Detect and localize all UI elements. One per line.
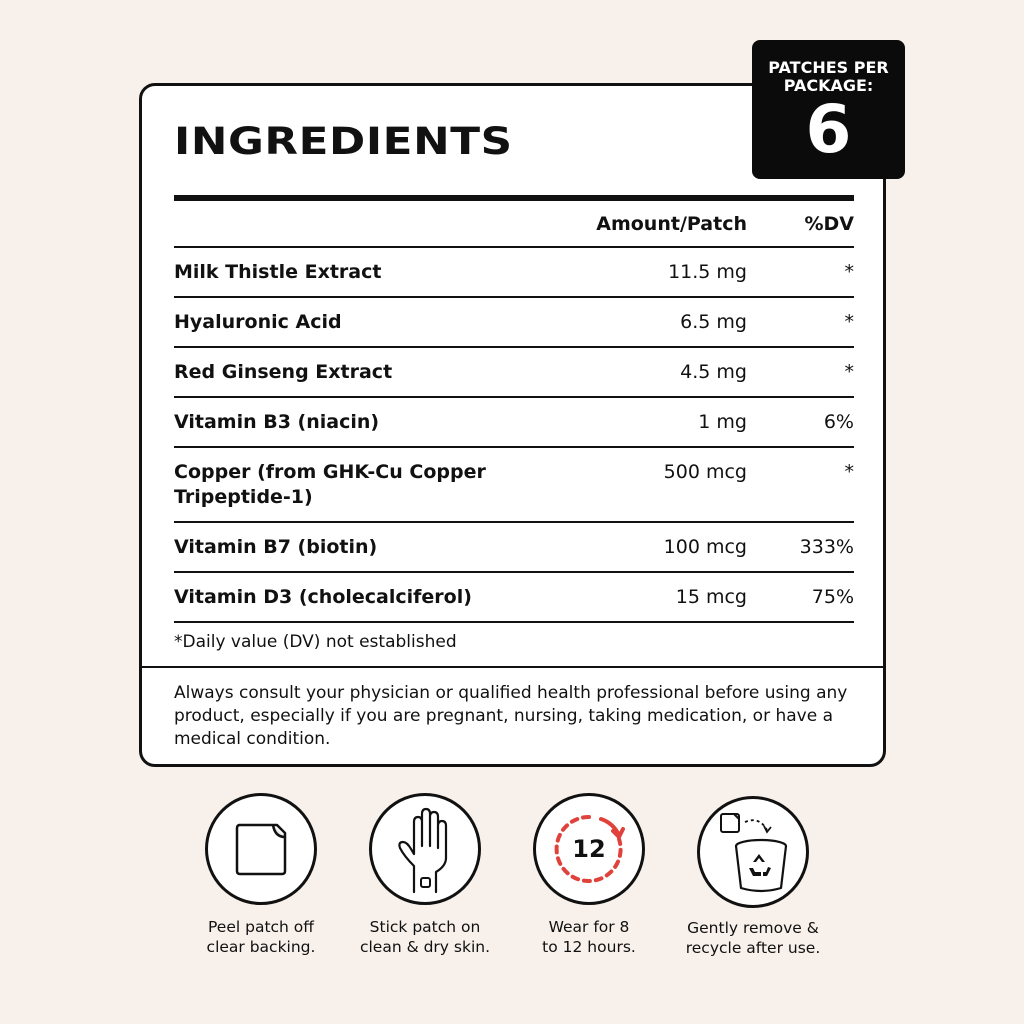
ingredient-name: Vitamin B3 (niacin): [174, 411, 380, 433]
badge-label: PATCHES PER PACKAGE:: [768, 58, 889, 95]
section-divider: [142, 666, 883, 668]
ingredient-dv: *: [844, 311, 854, 333]
ingredients-panel: [139, 83, 886, 767]
ingredient-dv: *: [844, 461, 854, 483]
ingredient-name: Milk Thistle Extract: [174, 261, 382, 283]
step-stick: [335, 793, 515, 957]
table-row: [174, 248, 854, 298]
caption-line: clean & dry skin.: [359, 938, 491, 956]
caption-line: clear backing.: [206, 938, 316, 956]
panel-title: INGREDIENTS: [174, 120, 513, 163]
caption-line: Stick patch on: [369, 918, 481, 936]
ingredient-amount: 500 mcg: [663, 461, 747, 483]
ingredient-dv: *: [844, 361, 854, 383]
step-caption: [335, 917, 515, 957]
table-row: [174, 573, 854, 623]
header-amount: Amount/Patch: [596, 213, 747, 235]
timer-12-icon: [549, 809, 629, 889]
ingredient-name: Copper (from GHK-Cu Copper Tripeptide-1): [174, 461, 486, 508]
caption-line: Gently remove &: [687, 919, 819, 937]
step-wear: [499, 793, 679, 957]
ingredient-dv: *: [844, 261, 854, 283]
step-caption: [663, 918, 843, 958]
caption-line: Peel patch off: [208, 918, 314, 936]
step-peel: [171, 793, 351, 957]
patches-per-package-badge: [752, 40, 905, 179]
patch-icon: [229, 817, 293, 881]
ingredient-dv: 75%: [811, 586, 854, 608]
table-row: [174, 398, 854, 448]
ingredient-name: Hyaluronic Acid: [174, 311, 342, 333]
hand-icon: [390, 804, 460, 894]
medical-disclaimer: Always consult your physician or qualified health professional before using any product, especially if you are pregnant, nursing, taking medication, or have a medical condition.: [174, 683, 848, 749]
ingredient-name: Vitamin B7 (biotin): [174, 536, 378, 558]
ingredient-amount: 11.5 mg: [668, 261, 747, 283]
ingredient-name: Red Ginseng Extract: [174, 361, 393, 383]
table-row: [174, 448, 854, 523]
table-header: [174, 201, 854, 248]
step-recycle: [663, 796, 843, 958]
recycle-bin-icon: [713, 810, 793, 894]
table-row: [174, 523, 854, 573]
step-caption: [171, 917, 351, 957]
step-circle: [697, 796, 809, 908]
step-circle: [369, 793, 481, 905]
badge-count: 6: [805, 91, 852, 168]
ingredient-name: Vitamin D3 (cholecalciferol): [174, 586, 472, 608]
timer-number: 12: [572, 835, 606, 863]
table-row: [174, 298, 854, 348]
caption-line: recycle after use.: [685, 939, 821, 957]
caption-line: to 12 hours.: [542, 938, 636, 956]
caption-line: Wear for 8: [548, 918, 630, 936]
ingredient-amount: 100 mcg: [663, 536, 747, 558]
ingredient-dv: 333%: [799, 536, 854, 558]
ingredient-amount: 15 mcg: [675, 586, 747, 608]
header-dv: %DV: [804, 213, 854, 235]
step-circle: [533, 793, 645, 905]
dv-footnote: *Daily value (DV) not established: [174, 632, 457, 652]
ingredient-amount: 1 mg: [698, 411, 747, 433]
ingredient-dv: 6%: [823, 411, 854, 433]
table-row: [174, 348, 854, 398]
step-caption: [499, 917, 679, 957]
ingredient-amount: 6.5 mg: [680, 311, 747, 333]
ingredients-table: [174, 201, 854, 623]
step-circle: [205, 793, 317, 905]
ingredient-amount: 4.5 mg: [680, 361, 747, 383]
